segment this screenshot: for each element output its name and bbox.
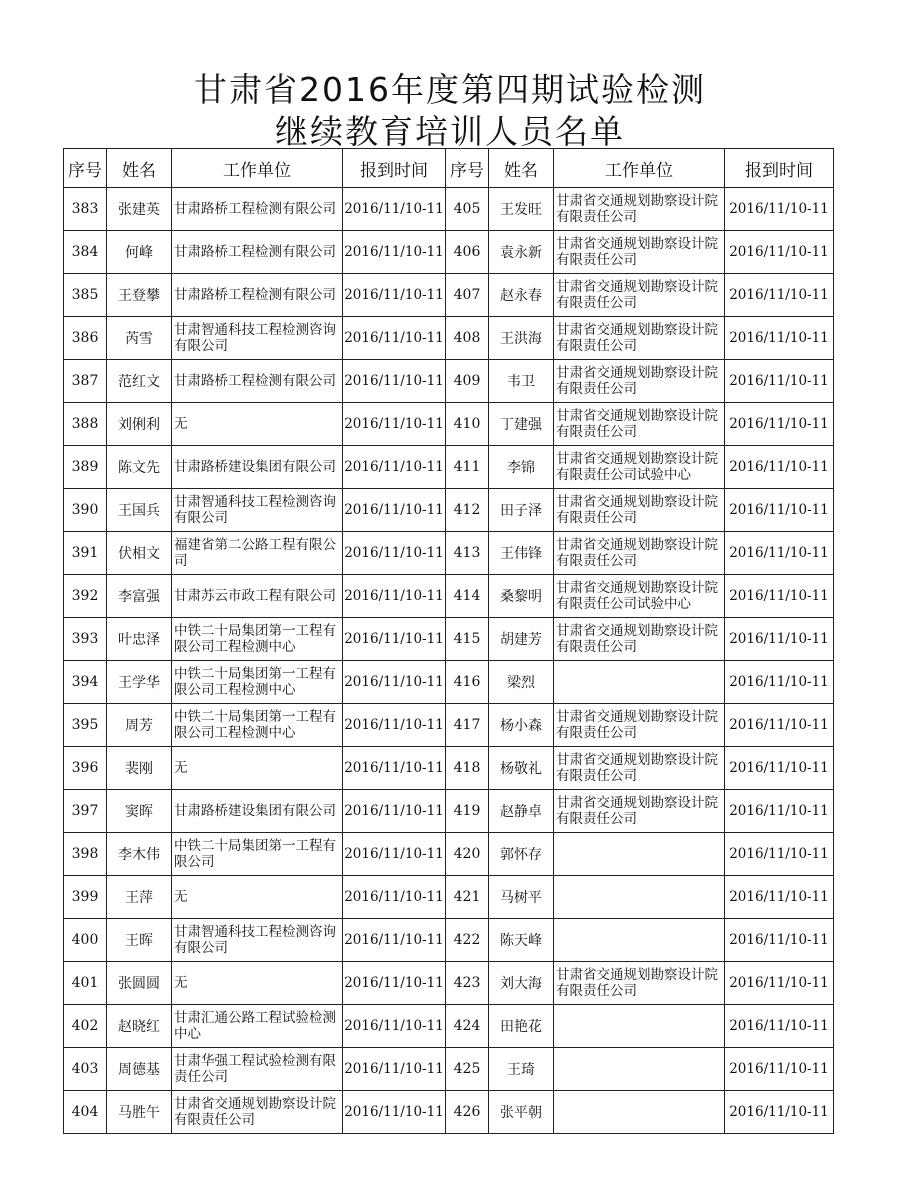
cell-unit-right: 甘肃省交通规划勘察设计院有限责任公司 xyxy=(554,188,725,231)
cell-unit-right: 甘肃省交通规划勘察设计院有限责任公司 xyxy=(554,747,725,790)
cell-date-right: 2016/11/10-11 xyxy=(725,661,834,704)
cell-unit-left: 甘肃智通科技工程检测咨询有限公司 xyxy=(172,489,343,532)
cell-unit-right xyxy=(554,1005,725,1048)
cell-name-right: 王伟锋 xyxy=(489,532,554,575)
cell-seq-left: 397 xyxy=(64,790,107,833)
document-title-line-2: 继续教育培训人员名单 xyxy=(275,112,625,151)
cell-date-right: 2016/11/10-11 xyxy=(725,1048,834,1091)
cell-name-left: 周芳 xyxy=(107,704,172,747)
cell-date-left: 2016/11/10-11 xyxy=(343,790,446,833)
cell-unit-right: 甘肃省交通规划勘察设计院有限责任公司 xyxy=(554,360,725,403)
cell-name-right: 李锦 xyxy=(489,446,554,489)
cell-unit-right: 甘肃省交通规划勘察设计院有限责任公司 xyxy=(554,403,725,446)
cell-seq-right: 414 xyxy=(446,575,489,618)
table-body xyxy=(64,188,834,1134)
cell-date-right: 2016/11/10-11 xyxy=(725,1091,834,1134)
cell-name-left: 王国兵 xyxy=(107,489,172,532)
cell-seq-right: 411 xyxy=(446,446,489,489)
table-row xyxy=(64,231,834,274)
cell-unit-left: 无 xyxy=(172,403,343,446)
cell-seq-left: 383 xyxy=(64,188,107,231)
cell-unit-right: 甘肃省交通规划勘察设计院有限责任公司 xyxy=(554,618,725,661)
cell-seq-right: 417 xyxy=(446,704,489,747)
cell-seq-right: 415 xyxy=(446,618,489,661)
cell-date-right: 2016/11/10-11 xyxy=(725,274,834,317)
cell-seq-left: 394 xyxy=(64,661,107,704)
cell-unit-left: 无 xyxy=(172,876,343,919)
cell-seq-left: 386 xyxy=(64,317,107,360)
cell-date-right: 2016/11/10-11 xyxy=(725,876,834,919)
cell-date-left: 2016/11/10-11 xyxy=(343,231,446,274)
cell-unit-right: 甘肃省交通规划勘察设计院有限责任公司试验中心 xyxy=(554,575,725,618)
cell-seq-left: 398 xyxy=(64,833,107,876)
cell-date-right: 2016/11/10-11 xyxy=(725,833,834,876)
cell-name-left: 张建英 xyxy=(107,188,172,231)
cell-name-right: 桑黎明 xyxy=(489,575,554,618)
cell-name-left: 何峰 xyxy=(107,231,172,274)
cell-unit-right: 甘肃省交通规划勘察设计院有限责任公司 xyxy=(554,489,725,532)
cell-name-left: 赵晓红 xyxy=(107,1005,172,1048)
cell-seq-right: 425 xyxy=(446,1048,489,1091)
header-seq-left: 序号 xyxy=(64,149,107,188)
cell-seq-left: 390 xyxy=(64,489,107,532)
table-row xyxy=(64,188,834,231)
table-row xyxy=(64,747,834,790)
cell-date-right: 2016/11/10-11 xyxy=(725,403,834,446)
cell-name-left: 王晖 xyxy=(107,919,172,962)
cell-date-left: 2016/11/10-11 xyxy=(343,876,446,919)
cell-seq-right: 410 xyxy=(446,403,489,446)
document-title-line-1: 甘肃省2016年度第四期试验检测 xyxy=(194,70,706,109)
cell-name-right: 赵永春 xyxy=(489,274,554,317)
cell-date-left: 2016/11/10-11 xyxy=(343,618,446,661)
cell-date-left: 2016/11/10-11 xyxy=(343,962,446,1005)
cell-date-left: 2016/11/10-11 xyxy=(343,1005,446,1048)
cell-unit-right: 甘肃省交通规划勘察设计院有限责任公司 xyxy=(554,231,725,274)
cell-unit-right: 甘肃省交通规划勘察设计院有限责任公司试验中心 xyxy=(554,446,725,489)
cell-seq-right: 424 xyxy=(446,1005,489,1048)
cell-seq-left: 402 xyxy=(64,1005,107,1048)
cell-unit-left: 甘肃汇通公路工程试验检测中心 xyxy=(172,1005,343,1048)
cell-unit-right xyxy=(554,876,725,919)
cell-unit-right xyxy=(554,919,725,962)
cell-seq-left: 392 xyxy=(64,575,107,618)
cell-seq-right: 412 xyxy=(446,489,489,532)
cell-seq-left: 391 xyxy=(64,532,107,575)
cell-date-left: 2016/11/10-11 xyxy=(343,360,446,403)
table-row xyxy=(64,446,834,489)
cell-date-left: 2016/11/10-11 xyxy=(343,532,446,575)
cell-name-left: 陈文先 xyxy=(107,446,172,489)
cell-unit-left: 甘肃路桥工程检测有限公司 xyxy=(172,274,343,317)
cell-name-left: 范红文 xyxy=(107,360,172,403)
cell-unit-right: 甘肃省交通规划勘察设计院有限责任公司 xyxy=(554,704,725,747)
table-row xyxy=(64,962,834,1005)
cell-name-right: 袁永新 xyxy=(489,231,554,274)
cell-name-left: 周德基 xyxy=(107,1048,172,1091)
cell-date-right: 2016/11/10-11 xyxy=(725,489,834,532)
cell-name-left: 叶忠泽 xyxy=(107,618,172,661)
cell-name-right: 王洪海 xyxy=(489,317,554,360)
cell-unit-left: 中铁二十局集团第一工程有限公司工程检测中心 xyxy=(172,704,343,747)
cell-name-right: 田艳花 xyxy=(489,1005,554,1048)
cell-seq-left: 399 xyxy=(64,876,107,919)
cell-date-right: 2016/11/10-11 xyxy=(725,575,834,618)
table-row xyxy=(64,360,834,403)
table-row xyxy=(64,1091,834,1134)
cell-name-left: 刘俐利 xyxy=(107,403,172,446)
cell-seq-left: 395 xyxy=(64,704,107,747)
cell-date-left: 2016/11/10-11 xyxy=(343,274,446,317)
cell-unit-right: 甘肃省交通规划勘察设计院有限责任公司 xyxy=(554,962,725,1005)
cell-seq-left: 400 xyxy=(64,919,107,962)
cell-seq-right: 413 xyxy=(446,532,489,575)
cell-name-left: 窦晖 xyxy=(107,790,172,833)
cell-date-left: 2016/11/10-11 xyxy=(343,317,446,360)
cell-unit-left: 甘肃智通科技工程检测咨询有限公司 xyxy=(172,317,343,360)
cell-date-right: 2016/11/10-11 xyxy=(725,790,834,833)
cell-unit-right xyxy=(554,833,725,876)
cell-seq-left: 387 xyxy=(64,360,107,403)
cell-unit-right xyxy=(554,1091,725,1134)
cell-date-left: 2016/11/10-11 xyxy=(343,919,446,962)
cell-date-left: 2016/11/10-11 xyxy=(343,188,446,231)
table-row xyxy=(64,1005,834,1048)
cell-date-right: 2016/11/10-11 xyxy=(725,1005,834,1048)
cell-name-left: 张圆圆 xyxy=(107,962,172,1005)
cell-name-right: 陈天峰 xyxy=(489,919,554,962)
cell-unit-right xyxy=(554,661,725,704)
cell-seq-right: 426 xyxy=(446,1091,489,1134)
cell-unit-left: 甘肃苏云市政工程有限公司 xyxy=(172,575,343,618)
cell-name-right: 胡建芳 xyxy=(489,618,554,661)
cell-name-right: 梁烈 xyxy=(489,661,554,704)
cell-date-right: 2016/11/10-11 xyxy=(725,360,834,403)
cell-unit-left: 中铁二十局集团第一工程有限公司工程检测中心 xyxy=(172,618,343,661)
cell-name-left: 王学华 xyxy=(107,661,172,704)
cell-name-left: 芮雪 xyxy=(107,317,172,360)
cell-unit-left: 中铁二十局集团第一工程有限公司工程检测中心 xyxy=(172,661,343,704)
cell-date-left: 2016/11/10-11 xyxy=(343,704,446,747)
cell-date-right: 2016/11/10-11 xyxy=(725,231,834,274)
cell-date-left: 2016/11/10-11 xyxy=(343,833,446,876)
cell-seq-right: 421 xyxy=(446,876,489,919)
cell-unit-left: 甘肃路桥建设集团有限公司 xyxy=(172,446,343,489)
cell-unit-left: 无 xyxy=(172,962,343,1005)
cell-date-right: 2016/11/10-11 xyxy=(725,446,834,489)
cell-unit-right: 甘肃省交通规划勘察设计院有限责任公司 xyxy=(554,532,725,575)
cell-date-left: 2016/11/10-11 xyxy=(343,575,446,618)
cell-name-left: 李富强 xyxy=(107,575,172,618)
cell-seq-left: 385 xyxy=(64,274,107,317)
cell-date-right: 2016/11/10-11 xyxy=(725,704,834,747)
table-row xyxy=(64,489,834,532)
cell-name-right: 马树平 xyxy=(489,876,554,919)
cell-date-right: 2016/11/10-11 xyxy=(725,532,834,575)
cell-unit-left: 无 xyxy=(172,747,343,790)
cell-seq-right: 406 xyxy=(446,231,489,274)
cell-unit-left: 甘肃路桥工程检测有限公司 xyxy=(172,231,343,274)
header-name-right: 姓名 xyxy=(489,149,554,188)
header-name-left: 姓名 xyxy=(107,149,172,188)
cell-name-right: 杨敬礼 xyxy=(489,747,554,790)
table-row xyxy=(64,704,834,747)
cell-unit-left: 甘肃省交通规划勘察设计院有限责任公司 xyxy=(172,1091,343,1134)
cell-seq-right: 407 xyxy=(446,274,489,317)
cell-unit-left: 甘肃华强工程试验检测有限责任公司 xyxy=(172,1048,343,1091)
cell-name-right: 杨小森 xyxy=(489,704,554,747)
cell-unit-right: 甘肃省交通规划勘察设计院有限责任公司 xyxy=(554,317,725,360)
header-unit-left: 工作单位 xyxy=(172,149,343,188)
table-row xyxy=(64,790,834,833)
cell-name-right: 田子泽 xyxy=(489,489,554,532)
table-row xyxy=(64,1048,834,1091)
cell-seq-right: 416 xyxy=(446,661,489,704)
cell-name-right: 郭怀存 xyxy=(489,833,554,876)
cell-name-left: 王登攀 xyxy=(107,274,172,317)
cell-date-left: 2016/11/10-11 xyxy=(343,747,446,790)
table-row xyxy=(64,575,834,618)
header-date-right: 报到时间 xyxy=(725,149,834,188)
table-header-row xyxy=(64,149,834,188)
table-row xyxy=(64,403,834,446)
cell-date-right: 2016/11/10-11 xyxy=(725,188,834,231)
cell-date-left: 2016/11/10-11 xyxy=(343,661,446,704)
table-row xyxy=(64,919,834,962)
cell-unit-left: 中铁二十局集团第一工程有限公司 xyxy=(172,833,343,876)
cell-seq-left: 396 xyxy=(64,747,107,790)
cell-date-left: 2016/11/10-11 xyxy=(343,489,446,532)
cell-date-right: 2016/11/10-11 xyxy=(725,317,834,360)
cell-name-right: 刘大海 xyxy=(489,962,554,1005)
cell-seq-right: 418 xyxy=(446,747,489,790)
cell-unit-left: 甘肃路桥建设集团有限公司 xyxy=(172,790,343,833)
cell-unit-left: 甘肃路桥工程检测有限公司 xyxy=(172,360,343,403)
cell-seq-right: 408 xyxy=(446,317,489,360)
cell-date-left: 2016/11/10-11 xyxy=(343,446,446,489)
cell-seq-right: 405 xyxy=(446,188,489,231)
trainee-roster-table xyxy=(63,148,834,1134)
cell-date-right: 2016/11/10-11 xyxy=(725,962,834,1005)
cell-name-right: 韦卫 xyxy=(489,360,554,403)
cell-unit-right: 甘肃省交通规划勘察设计院有限责任公司 xyxy=(554,274,725,317)
table-row xyxy=(64,532,834,575)
cell-date-right: 2016/11/10-11 xyxy=(725,919,834,962)
cell-date-left: 2016/11/10-11 xyxy=(343,1091,446,1134)
cell-date-right: 2016/11/10-11 xyxy=(725,618,834,661)
cell-name-right: 丁建强 xyxy=(489,403,554,446)
table-row xyxy=(64,876,834,919)
cell-name-left: 王萍 xyxy=(107,876,172,919)
cell-seq-left: 393 xyxy=(64,618,107,661)
cell-unit-left: 甘肃智通科技工程检测咨询有限公司 xyxy=(172,919,343,962)
cell-unit-left: 福建省第二公路工程有限公司 xyxy=(172,532,343,575)
table-row xyxy=(64,618,834,661)
header-unit-right: 工作单位 xyxy=(554,149,725,188)
cell-unit-right xyxy=(554,1048,725,1091)
header-date-left: 报到时间 xyxy=(343,149,446,188)
cell-seq-right: 420 xyxy=(446,833,489,876)
cell-seq-right: 409 xyxy=(446,360,489,403)
cell-seq-left: 403 xyxy=(64,1048,107,1091)
table-row xyxy=(64,317,834,360)
cell-name-right: 赵静卓 xyxy=(489,790,554,833)
cell-seq-right: 423 xyxy=(446,962,489,1005)
cell-seq-left: 404 xyxy=(64,1091,107,1134)
table-row xyxy=(64,833,834,876)
cell-date-left: 2016/11/10-11 xyxy=(343,403,446,446)
cell-name-right: 王发旺 xyxy=(489,188,554,231)
cell-seq-left: 384 xyxy=(64,231,107,274)
cell-seq-right: 422 xyxy=(446,919,489,962)
cell-name-left: 裴刚 xyxy=(107,747,172,790)
cell-name-left: 李木伟 xyxy=(107,833,172,876)
cell-date-left: 2016/11/10-11 xyxy=(343,1048,446,1091)
cell-seq-left: 401 xyxy=(64,962,107,1005)
cell-name-left: 马胜午 xyxy=(107,1091,172,1134)
cell-name-right: 张平朝 xyxy=(489,1091,554,1134)
cell-name-left: 伏相文 xyxy=(107,532,172,575)
cell-date-right: 2016/11/10-11 xyxy=(725,747,834,790)
cell-seq-right: 419 xyxy=(446,790,489,833)
cell-unit-right: 甘肃省交通规划勘察设计院有限责任公司 xyxy=(554,790,725,833)
cell-seq-left: 388 xyxy=(64,403,107,446)
header-seq-right: 序号 xyxy=(446,149,489,188)
cell-unit-left: 甘肃路桥工程检测有限公司 xyxy=(172,188,343,231)
table-row xyxy=(64,661,834,704)
cell-name-right: 王琦 xyxy=(489,1048,554,1091)
cell-seq-left: 389 xyxy=(64,446,107,489)
table-row xyxy=(64,274,834,317)
